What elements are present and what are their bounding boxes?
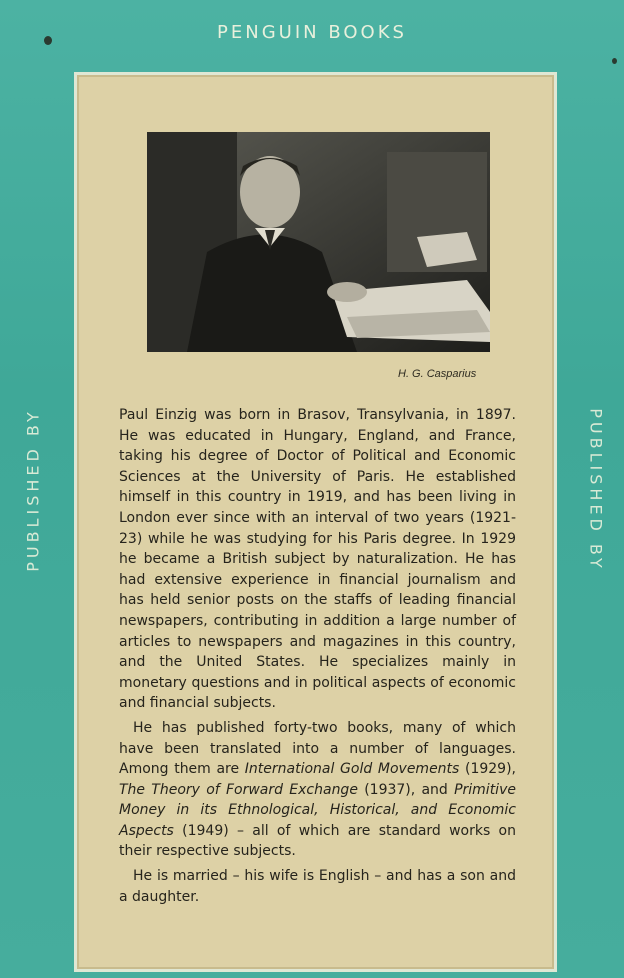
stain-mark bbox=[612, 58, 617, 64]
bio-paragraph-books bbox=[119, 718, 516, 862]
stain-mark bbox=[44, 36, 52, 45]
bio-text: He has published forty-two books, many of which have been translated into a number of languages. Among them are bbox=[119, 719, 516, 778]
bio-paragraph: Paul Einzig was born in Brasov, Transylvania, in 1897. He was educated in Hungary, England, and France, taking his degree of Doctor of Political and Economic Sciences at the University of Paris. He established himself in this country in 1919, and has been living in London ever since with an interval of two years (1921-23) while he was studying for his Paris degree. In 1929 he became a British subject by naturalization. He has had extensive experience in financial journalism and has held senior posts on the staffs of leading financial newspapers, contributing in addition a large number of articles to newspapers and magazines in this country, and the United States. He specializes mainly in monetary questions and in political aspects of economic and financial subjects. bbox=[119, 407, 516, 712]
author-photo bbox=[147, 132, 490, 352]
bio-text: (1929), bbox=[459, 761, 517, 778]
bio-text: (1949) – all of which are standard works on their respective subjects. bbox=[119, 822, 516, 860]
publisher-heading: PENGUIN BOOKS bbox=[217, 22, 407, 43]
photo-credit: H. G. Casparius bbox=[398, 368, 477, 380]
author-photo-image bbox=[147, 132, 490, 352]
book-title: Primitive Money in its Ethnological, Historical, and Economic Aspects bbox=[119, 781, 516, 839]
bio-paragraph: He is married – his wife is English – and has a son and a daughter. bbox=[119, 868, 516, 905]
bio-text: (1937), and bbox=[357, 781, 455, 798]
side-text-left: PUBLISHED BY bbox=[23, 408, 43, 572]
book-title: International Gold Movements bbox=[244, 761, 460, 778]
book-title: The Theory of Forward Exchange bbox=[119, 781, 358, 798]
author-biography bbox=[119, 405, 516, 907]
side-text-right: PUBLISHED BY bbox=[586, 408, 606, 572]
